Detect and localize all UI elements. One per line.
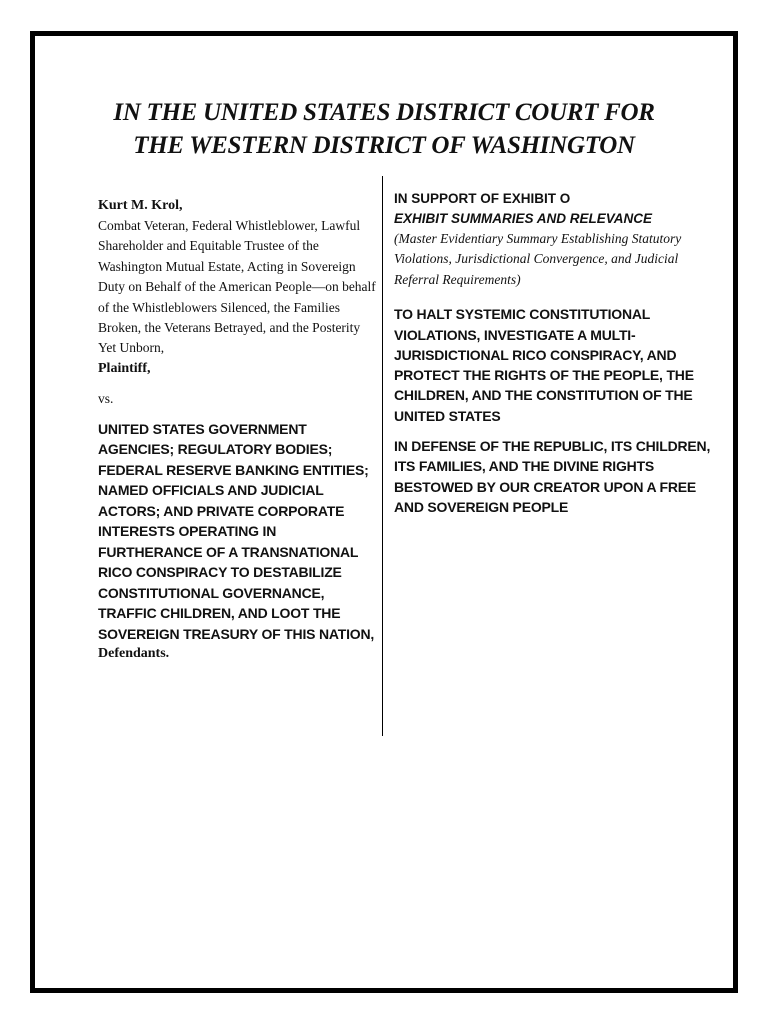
defendants-description: UNITED STATES GOVERNMENT AGENCIES; REGULATORY BODIES; FEDERAL RESERVE BANKING ENTITIES; NAMED OFFICIALS AND JUDICIAL ACTORS; AND PRIVATE CORPORATE INTERESTS OPERATING IN FURTHERANCE OF A TRANSNATIONAL RICO CONSPIRACY TO DESTABILIZE CONSTITUTIONAL GOVERNANCE, TRAFFIC CHILDREN, AND LOOT THE SOVEREIGN TREASURY OF THIS NATION, xyxy=(98,420,375,642)
filing-column xyxy=(394,189,724,517)
exhibit-support-label: IN SUPPORT OF EXHIBIT O xyxy=(394,191,571,206)
plaintiff-description: Combat Veteran, Federal Whistleblower, Lawful Shareholder and Equitable Trustee of the Washington Mutual Estate, Acting in Sovereign Duty on Behalf of the American People—on behalf of the Whistleblowers Silenced, the Families Broken, the Veterans Betrayed, and the Posterity Yet Unborn, xyxy=(98,218,376,356)
versus-label: vs. xyxy=(98,390,114,406)
purpose-statement: TO HALT SYSTEMIC CONSTITUTIONAL VIOLATIONS, INVESTIGATE A MULTI-JURISDICTIONAL RICO CONSPIRACY, AND PROTECT THE RIGHTS OF THE PEOPLE, THE CHILDREN, AND THE CONSTITUTION OF THE UNITED STATES xyxy=(394,306,694,424)
plaintiff-name: Kurt M. Krol, xyxy=(98,198,183,213)
defense-statement: IN DEFENSE OF THE REPUBLIC, ITS CHILDREN, ITS FAMILIES, AND THE DIVINE RIGHTS BESTOWED BY OUR CREATOR UPON A FREE AND SOVEREIGN PEOPLE xyxy=(394,438,711,515)
parties-column xyxy=(98,196,378,664)
document-page xyxy=(30,31,738,993)
plaintiff-label: Plaintiff, xyxy=(98,360,151,376)
caption-divider xyxy=(382,176,383,736)
court-title-line-2: THE WESTERN DISTRICT OF WASHINGTON xyxy=(133,132,635,159)
court-title xyxy=(35,96,733,162)
exhibit-title: EXHIBIT SUMMARIES AND RELEVANCE xyxy=(394,211,653,226)
court-title-line-1: IN THE UNITED STATES DISTRICT COURT FOR xyxy=(113,99,655,126)
defendants-label: Defendants. xyxy=(98,646,170,662)
exhibit-subtitle: (Master Evidentiary Summary Establishing Statutory Violations, Jurisdictional Convergence, and Judicial Referral Requirements) xyxy=(394,231,682,287)
